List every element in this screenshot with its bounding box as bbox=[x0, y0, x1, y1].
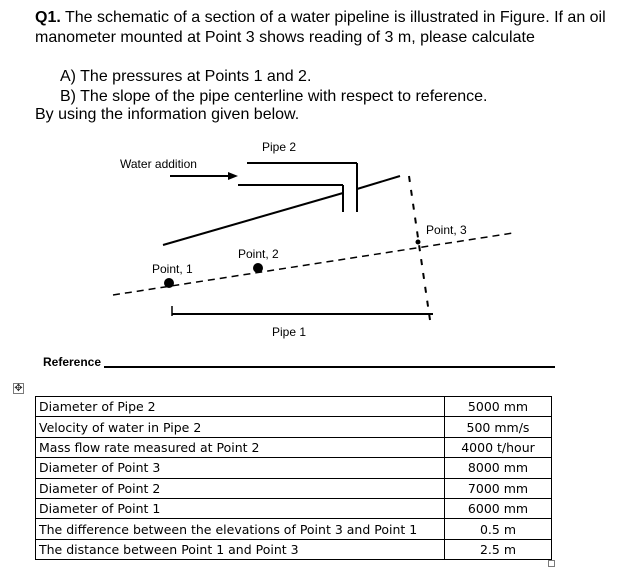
row-label: Velocity of water in Pipe 2 bbox=[36, 417, 445, 437]
point3-marker bbox=[416, 240, 421, 245]
row-label: Diameter of Point 2 bbox=[36, 478, 445, 498]
table-row bbox=[36, 458, 552, 478]
row-value: 6000 mm bbox=[445, 498, 552, 518]
pipe-upper-wall-b bbox=[357, 176, 400, 189]
table-row bbox=[36, 519, 552, 539]
water-addition-label: Water addition bbox=[120, 157, 197, 171]
row-label: The difference between the elevations of Point 3 and Point 1 bbox=[36, 519, 445, 539]
row-label: Mass flow rate measured at Point 2 bbox=[36, 437, 445, 457]
row-value: 8000 mm bbox=[445, 458, 552, 478]
table-resize-handle[interactable] bbox=[548, 560, 555, 567]
row-value: 5000 mm bbox=[445, 397, 552, 417]
point1-marker bbox=[164, 278, 174, 288]
option-b: B) The slope of the pipe centerline with respect to reference. bbox=[60, 88, 488, 105]
arrow-head bbox=[228, 172, 238, 180]
option-a: A) The pressures at Points 1 and 2. bbox=[60, 68, 312, 85]
row-value: 2.5 m bbox=[445, 539, 552, 559]
instruction-text: By using the information given below. bbox=[35, 106, 300, 123]
point1-label: Point, 1 bbox=[152, 262, 193, 276]
pipe1-label: Pipe 1 bbox=[272, 325, 307, 339]
row-value: 0.5 m bbox=[445, 519, 552, 539]
table-move-handle-icon[interactable]: ✥ bbox=[14, 383, 23, 394]
reference-label: Reference bbox=[43, 355, 102, 369]
point2-label: Point, 2 bbox=[238, 247, 279, 261]
row-label: Diameter of Pipe 2 bbox=[36, 397, 445, 417]
row-value: 4000 t/hour bbox=[445, 437, 552, 457]
table-row bbox=[36, 417, 552, 437]
pipe2-label: Pipe 2 bbox=[262, 140, 297, 154]
info-table bbox=[35, 396, 552, 560]
table-row bbox=[36, 397, 552, 417]
point3-label: Point, 3 bbox=[426, 223, 467, 237]
point2-marker bbox=[253, 263, 263, 273]
question-number: Q1. bbox=[35, 9, 61, 26]
table-row bbox=[36, 539, 552, 559]
table-row bbox=[36, 437, 552, 457]
row-label: Diameter of Point 3 bbox=[36, 458, 445, 478]
question-body: The schematic of a section of a water pipeline is illustrated in Figure. If an oil manometer mounted at Point 3 shows reading of 3 m, please calculate bbox=[35, 9, 606, 46]
row-value: 7000 mm bbox=[445, 478, 552, 498]
pipe-upper-wall-a bbox=[163, 193, 343, 245]
table-row bbox=[36, 478, 552, 498]
table-row bbox=[36, 498, 552, 518]
row-value: 500 mm/s bbox=[445, 417, 552, 437]
row-label: The distance between Point 1 and Point 3 bbox=[36, 539, 445, 559]
row-label: Diameter of Point 1 bbox=[36, 498, 445, 518]
